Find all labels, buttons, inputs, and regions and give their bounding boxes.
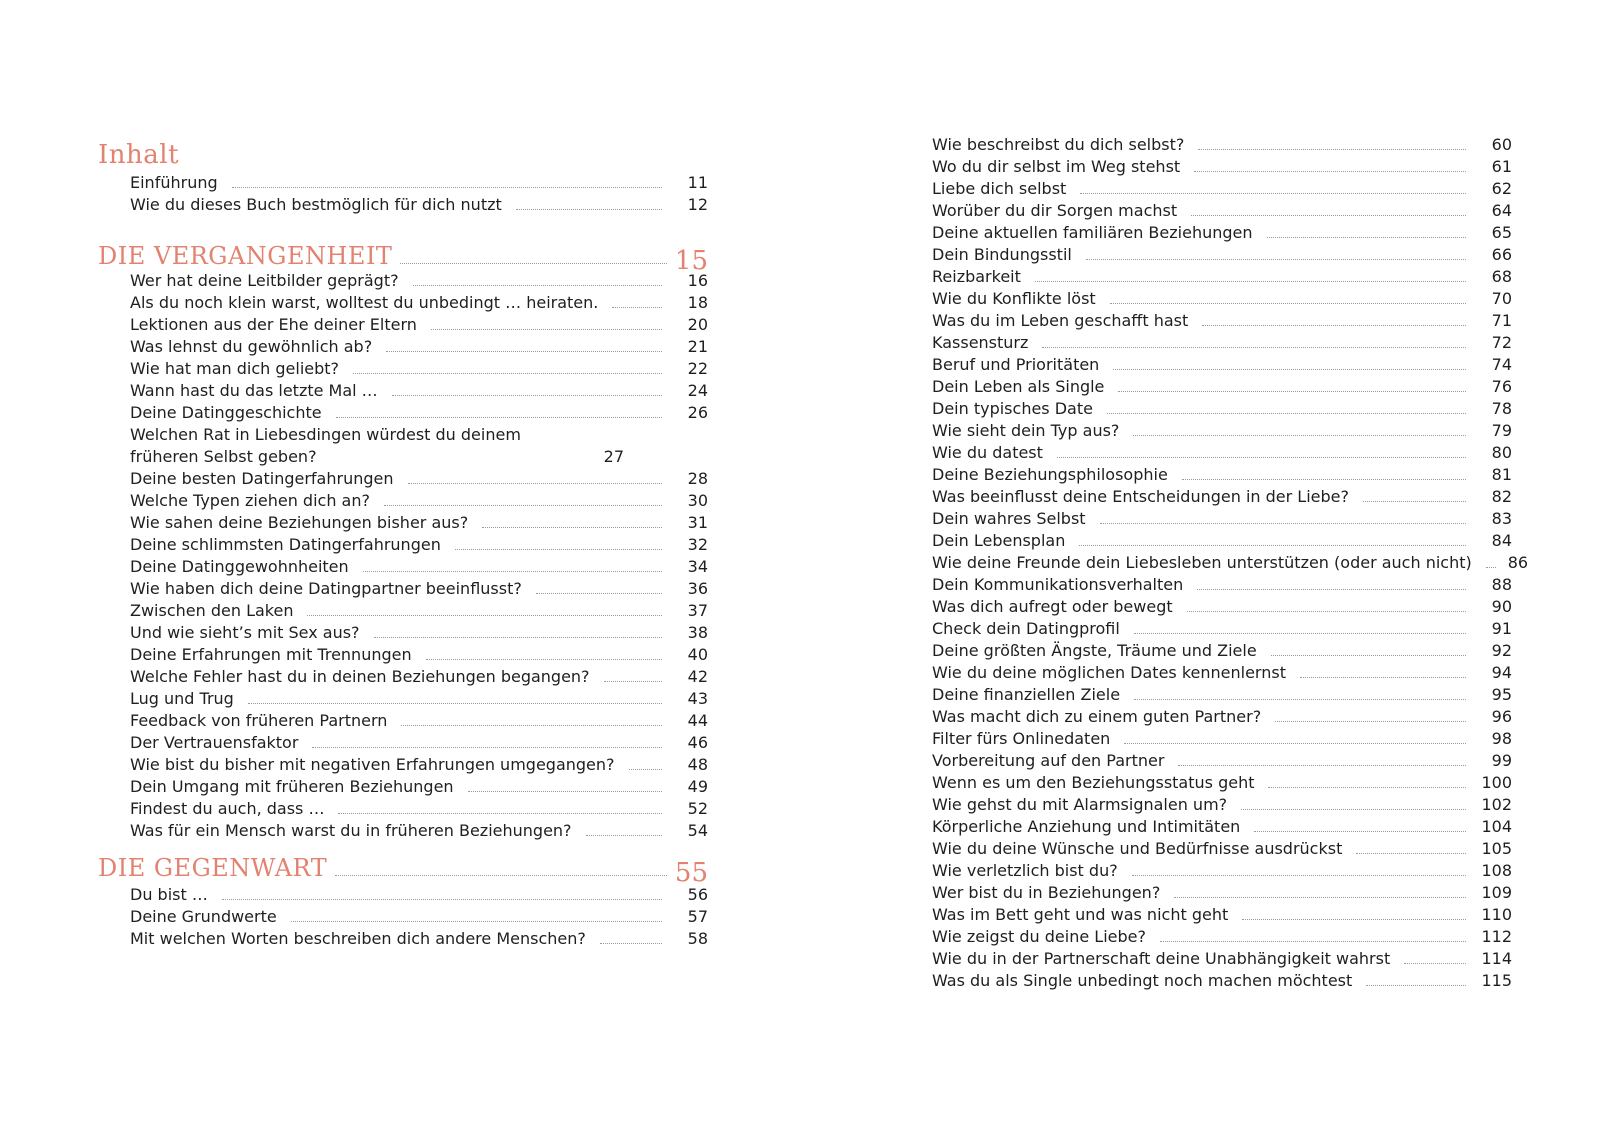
entry-title: Dein Kommunikationsverhalten xyxy=(932,575,1184,594)
toc-entry[interactable] xyxy=(932,838,1512,860)
toc-entry[interactable] xyxy=(130,578,708,600)
entry-title: Wer hat deine Leitbilder geprägt? xyxy=(130,271,399,290)
entry-page-number: 110 xyxy=(1481,905,1512,924)
entry-title: Als du noch klein warst, wolltest du unbedingt … heiraten. xyxy=(130,293,599,312)
toc-entry[interactable] xyxy=(130,534,708,556)
entry-page-number: 70 xyxy=(1491,289,1512,308)
dot-leader xyxy=(1100,522,1466,524)
entry-page-number: 109 xyxy=(1481,883,1512,902)
dot-leader xyxy=(1271,654,1466,656)
toc-entry[interactable] xyxy=(932,970,1512,992)
entry-title: Wie verletzlich bist du? xyxy=(932,861,1118,880)
dot-leader xyxy=(604,680,662,682)
toc-entry[interactable] xyxy=(130,884,708,906)
entry-page-number: 105 xyxy=(1481,839,1512,858)
entry-title: Deine Grundwerte xyxy=(130,907,277,926)
entry-title: Was lehnst du gewöhnlich ab? xyxy=(130,337,373,356)
entry-title: Vorbereitung auf den Partner xyxy=(932,751,1165,770)
dot-leader xyxy=(386,350,662,352)
entry-page-number: 34 xyxy=(687,557,708,576)
entry-page-number: 72 xyxy=(1491,333,1512,352)
entry-title: Was dich aufregt oder bewegt xyxy=(932,597,1173,616)
dot-leader xyxy=(1042,346,1466,348)
toc-entry[interactable] xyxy=(932,662,1512,684)
entry-page-number: 32 xyxy=(687,535,708,554)
entry-title: Wer bist du in Beziehungen? xyxy=(932,883,1161,902)
dot-leader xyxy=(1113,368,1466,370)
dot-leader xyxy=(1241,808,1466,810)
toc-entry[interactable] xyxy=(932,464,1512,486)
toc-title: Inhalt xyxy=(98,140,180,170)
dot-leader xyxy=(408,482,663,484)
toc-entry[interactable] xyxy=(130,424,708,468)
toc-entry[interactable] xyxy=(932,882,1512,904)
entry-page-number: 40 xyxy=(687,645,708,664)
toc-entry[interactable] xyxy=(130,172,708,194)
entry-page-number: 79 xyxy=(1491,421,1512,440)
entry-title: Wie haben dich deine Datingpartner beeinflusst? xyxy=(130,579,522,598)
entry-title: Deine besten Datingerfahrungen xyxy=(130,469,394,488)
entry-page-number: 52 xyxy=(687,799,708,818)
dot-leader xyxy=(1057,456,1466,458)
entry-page-number: 82 xyxy=(1491,487,1512,506)
dot-leader xyxy=(1197,588,1466,590)
entry-page-number: 76 xyxy=(1491,377,1512,396)
entry-title: Mit welchen Worten beschreiben dich andere Menschen? xyxy=(130,929,586,948)
dot-leader xyxy=(291,920,662,922)
toc-entry[interactable] xyxy=(932,904,1512,926)
toc-entry[interactable] xyxy=(130,194,708,216)
entry-page-number: 96 xyxy=(1491,707,1512,726)
dot-leader xyxy=(307,614,662,616)
dot-leader xyxy=(1178,764,1466,766)
toc-entry[interactable] xyxy=(130,292,708,314)
entry-title: Wie bist du bisher mit negativen Erfahrungen umgegangen? xyxy=(130,755,615,774)
dot-leader xyxy=(431,328,662,330)
entry-page-number: 54 xyxy=(687,821,708,840)
toc-entry[interactable] xyxy=(130,688,708,710)
dot-leader xyxy=(1242,918,1466,920)
toc-entry[interactable] xyxy=(932,398,1512,420)
dot-leader xyxy=(1174,896,1466,898)
entry-page-number: 114 xyxy=(1481,949,1512,968)
entry-page-number: 62 xyxy=(1491,179,1512,198)
dot-leader xyxy=(468,790,662,792)
dot-leader xyxy=(1079,544,1466,546)
entry-title: Was du als Single unbedingt noch machen möchtest xyxy=(932,971,1353,990)
dot-leader xyxy=(1268,786,1466,788)
dot-leader xyxy=(1486,566,1496,568)
toc-entry[interactable] xyxy=(932,706,1512,728)
entry-page-number: 102 xyxy=(1481,795,1512,814)
entry-title: Wie du datest xyxy=(932,443,1043,462)
toc-entry[interactable] xyxy=(932,750,1512,772)
toc-entry[interactable] xyxy=(932,508,1512,530)
toc-entry[interactable] xyxy=(932,222,1512,244)
toc-entry[interactable] xyxy=(932,486,1512,508)
toc-entry[interactable] xyxy=(130,666,708,688)
gegenwart-list xyxy=(130,884,708,950)
toc-entry[interactable] xyxy=(130,380,708,402)
entry-title: Dein Lebensplan xyxy=(932,531,1066,550)
entry-title: Wie du Konflikte löst xyxy=(932,289,1096,308)
toc-entry[interactable] xyxy=(130,644,708,666)
entry-page-number: 56 xyxy=(687,885,708,904)
entry-page-number: 26 xyxy=(687,403,708,422)
entry-title: Wie du in der Partnerschaft deine Unabhängigkeit wahrst xyxy=(932,949,1391,968)
entry-page-number: 38 xyxy=(687,623,708,642)
dot-leader xyxy=(1182,478,1466,480)
dot-leader xyxy=(1124,742,1466,744)
entry-title: Was du im Leben geschafft hast xyxy=(932,311,1189,330)
entry-title: Was macht dich zu einem guten Partner? xyxy=(932,707,1262,726)
entry-title: Wie beschreibst du dich selbst? xyxy=(932,135,1185,154)
toc-entry[interactable] xyxy=(932,354,1512,376)
dot-leader xyxy=(1198,148,1466,150)
dot-leader xyxy=(1160,940,1466,942)
dot-leader xyxy=(400,262,666,264)
entry-title: Dein Bindungsstil xyxy=(932,245,1072,264)
dot-leader xyxy=(1110,302,1466,304)
entry-title: Dein typisches Date xyxy=(932,399,1093,418)
entry-page-number: 78 xyxy=(1491,399,1512,418)
dot-leader xyxy=(1202,324,1466,326)
dot-leader xyxy=(629,768,662,770)
dot-leader xyxy=(1118,390,1466,392)
toc-entry[interactable] xyxy=(932,926,1512,948)
entry-page-number: 65 xyxy=(1491,223,1512,242)
dot-leader xyxy=(363,570,662,572)
toc-entry[interactable] xyxy=(932,816,1512,838)
entry-page-number: 20 xyxy=(687,315,708,334)
toc-entry[interactable] xyxy=(932,728,1512,750)
toc-entry[interactable] xyxy=(130,402,708,424)
dot-leader xyxy=(1132,874,1466,876)
toc-entry[interactable] xyxy=(130,512,708,534)
entry-title: Wo du dir selbst im Weg stehst xyxy=(932,157,1181,176)
toc-entry[interactable] xyxy=(932,156,1512,178)
toc-entry[interactable] xyxy=(932,596,1512,618)
entry-title: Wie sieht dein Typ aus? xyxy=(932,421,1120,440)
dot-leader xyxy=(413,284,662,286)
toc-entry[interactable] xyxy=(932,420,1512,442)
entry-page-number: 108 xyxy=(1481,861,1512,880)
entry-title: Wie du deine möglichen Dates kennenlernst xyxy=(932,663,1286,682)
entry-page-number: 18 xyxy=(687,293,708,312)
section-page: 15 xyxy=(674,246,708,276)
toc-entry[interactable] xyxy=(130,270,708,292)
entry-title: Lektionen aus der Ehe deiner Eltern xyxy=(130,315,417,334)
entry-title: Was beeinflusst deine Entscheidungen in der Liebe? xyxy=(932,487,1349,506)
entry-page-number: 22 xyxy=(687,359,708,378)
entry-page-number: 60 xyxy=(1491,135,1512,154)
toc-entry[interactable] xyxy=(130,358,708,380)
toc-entry[interactable] xyxy=(130,820,708,842)
toc-entry[interactable] xyxy=(130,776,708,798)
toc-entry[interactable] xyxy=(130,622,708,644)
dot-leader xyxy=(384,504,662,506)
entry-title: Deine aktuellen familiären Beziehungen xyxy=(932,223,1253,242)
entry-page-number: 36 xyxy=(687,579,708,598)
section-gegenwart[interactable] xyxy=(98,850,708,888)
dot-leader xyxy=(1133,434,1466,436)
toc-entry[interactable] xyxy=(932,772,1512,794)
toc-entry[interactable] xyxy=(932,552,1529,574)
entry-title: Findest du auch, dass … xyxy=(130,799,325,818)
dot-leader xyxy=(232,186,662,188)
dot-leader xyxy=(312,746,662,748)
toc-entry[interactable] xyxy=(932,332,1512,354)
entry-title: Wie du deine Wünsche und Bedürfnisse ausdrückst xyxy=(932,839,1343,858)
toc-entry[interactable] xyxy=(130,754,708,776)
entry-page-number: 99 xyxy=(1491,751,1512,770)
toc-entry[interactable] xyxy=(130,906,708,928)
toc-entry[interactable] xyxy=(932,310,1512,332)
entry-title: Dein Umgang mit früheren Beziehungen xyxy=(130,777,454,796)
toc-entry[interactable] xyxy=(932,794,1512,816)
dot-leader xyxy=(392,394,662,396)
toc-entry[interactable] xyxy=(932,376,1512,398)
entry-page-number: 24 xyxy=(687,381,708,400)
dot-leader xyxy=(336,416,662,418)
dot-leader xyxy=(516,208,662,210)
entry-page-number: 83 xyxy=(1491,509,1512,528)
entry-page-number: 31 xyxy=(687,513,708,532)
entry-title: Wie hat man dich geliebt? xyxy=(130,359,340,378)
dot-leader xyxy=(222,898,662,900)
entry-title: Und wie sieht’s mit Sex aus? xyxy=(130,623,360,642)
dot-leader xyxy=(248,702,662,704)
entry-page-number: 74 xyxy=(1491,355,1512,374)
toc-entry[interactable] xyxy=(932,684,1512,706)
entry-title: Was für ein Mensch warst du in früheren Beziehungen? xyxy=(130,821,572,840)
entry-page-number: 48 xyxy=(687,755,708,774)
toc-entry[interactable] xyxy=(932,200,1512,222)
entry-page-number: 30 xyxy=(687,491,708,510)
toc-entry[interactable] xyxy=(932,574,1512,596)
entry-title: Deine Beziehungsphilosophie xyxy=(932,465,1168,484)
entry-page-number: 44 xyxy=(687,711,708,730)
entry-title: Dein wahres Selbst xyxy=(932,509,1086,528)
dot-leader xyxy=(1035,280,1466,282)
vergangenheit-list xyxy=(130,270,708,842)
dot-leader xyxy=(1080,192,1466,194)
section-vergangenheit[interactable] xyxy=(98,238,708,276)
toc-entry[interactable] xyxy=(932,266,1512,288)
dot-leader xyxy=(338,812,662,814)
entry-page-number: 43 xyxy=(687,689,708,708)
toc-entry[interactable] xyxy=(130,798,708,820)
toc-entry[interactable] xyxy=(932,442,1512,464)
dot-leader xyxy=(1356,852,1466,854)
entry-page-number: 84 xyxy=(1491,531,1512,550)
entry-page-number: 61 xyxy=(1491,157,1512,176)
entry-title: Deine finanziellen Ziele xyxy=(932,685,1121,704)
entry-page-number: 64 xyxy=(1491,201,1512,220)
entry-page-number: 58 xyxy=(687,929,708,948)
toc-entry[interactable] xyxy=(130,732,708,754)
dot-leader xyxy=(1363,500,1466,502)
entry-page-number: 86 xyxy=(1507,553,1529,572)
entry-title: Deine Erfahrungen mit Trennungen xyxy=(130,645,412,664)
entry-title: Liebe dich selbst xyxy=(932,179,1067,198)
entry-title: Welchen Rat in Liebesdingen würdest du deinem früheren Selbst geben? xyxy=(130,425,521,466)
dot-leader xyxy=(1366,984,1466,986)
entry-page-number: 98 xyxy=(1491,729,1512,748)
entry-title: Der Vertrauensfaktor xyxy=(130,733,299,752)
entry-title: Einführung xyxy=(130,173,218,192)
entry-page-number: 104 xyxy=(1481,817,1512,836)
entry-page-number: 27 xyxy=(603,447,624,466)
entry-page-number: 12 xyxy=(687,195,708,214)
toc-entry[interactable] xyxy=(932,244,1512,266)
entry-page-number: 49 xyxy=(687,777,708,796)
dot-leader xyxy=(536,592,662,594)
toc-entry[interactable] xyxy=(130,336,708,358)
dot-leader xyxy=(455,548,662,550)
toc-entry[interactable] xyxy=(130,314,708,336)
entry-title: Deine Datinggewohnheiten xyxy=(130,557,349,576)
entry-title: Zwischen den Laken xyxy=(130,601,294,620)
section-title: DIE VERGANGENHEIT xyxy=(98,242,393,270)
entry-title: Was im Bett geht und was nicht geht xyxy=(932,905,1229,924)
entry-page-number: 42 xyxy=(687,667,708,686)
toc-entry[interactable] xyxy=(130,928,708,950)
entry-title: Check dein Datingprofil xyxy=(932,619,1120,638)
dot-leader xyxy=(401,724,662,726)
dot-leader xyxy=(335,874,667,876)
entry-page-number: 95 xyxy=(1491,685,1512,704)
dot-leader xyxy=(1134,698,1466,700)
toc-entry[interactable] xyxy=(932,640,1512,662)
dot-leader xyxy=(1404,962,1466,964)
entry-page-number: 94 xyxy=(1491,663,1512,682)
entry-title: Beruf und Prioritäten xyxy=(932,355,1100,374)
entry-page-number: 71 xyxy=(1491,311,1512,330)
entry-title: Wie sahen deine Beziehungen bisher aus? xyxy=(130,513,469,532)
entry-title: Worüber du dir Sorgen machst xyxy=(932,201,1178,220)
entry-title: Du bist … xyxy=(130,885,208,904)
toc-entry[interactable] xyxy=(932,948,1512,970)
entry-title: Körperliche Anziehung und Intimitäten xyxy=(932,817,1241,836)
entry-page-number: 68 xyxy=(1491,267,1512,286)
entry-page-number: 28 xyxy=(687,469,708,488)
toc-entry[interactable] xyxy=(130,468,708,490)
dot-leader xyxy=(1194,170,1466,172)
dot-leader xyxy=(353,372,662,374)
entry-page-number: 21 xyxy=(687,337,708,356)
entry-title: Deine Datinggeschichte xyxy=(130,403,322,422)
entry-page-number: 88 xyxy=(1491,575,1512,594)
toc-entry[interactable] xyxy=(130,600,708,622)
dot-leader xyxy=(374,636,662,638)
dot-leader xyxy=(1134,632,1466,634)
section-title: DIE GEGENWART xyxy=(98,854,328,882)
entry-title: Wenn es um den Beziehungsstatus geht xyxy=(932,773,1255,792)
toc-entry[interactable] xyxy=(932,288,1512,310)
entry-page-number: 37 xyxy=(687,601,708,620)
toc-entry[interactable] xyxy=(932,860,1512,882)
entry-page-number: 112 xyxy=(1481,927,1512,946)
toc-entry[interactable] xyxy=(932,618,1512,640)
entry-page-number: 11 xyxy=(687,173,708,192)
dot-leader xyxy=(1187,610,1466,612)
entry-page-number: 57 xyxy=(687,907,708,926)
dot-leader xyxy=(426,658,662,660)
dot-leader xyxy=(1086,258,1466,260)
toc-entry[interactable] xyxy=(130,710,708,732)
dot-leader xyxy=(612,306,662,308)
toc-entry[interactable] xyxy=(932,178,1512,200)
entry-page-number: 100 xyxy=(1481,773,1512,792)
dot-leader xyxy=(1191,214,1466,216)
toc-entry[interactable] xyxy=(130,490,708,512)
entry-title: Kassensturz xyxy=(932,333,1029,352)
section-page: 55 xyxy=(674,858,708,888)
dot-leader xyxy=(586,834,662,836)
entry-title: Wie du dieses Buch bestmöglich für dich nutzt xyxy=(130,195,502,214)
entry-title: Filter fürs Onlinedaten xyxy=(932,729,1111,748)
entry-title: Feedback von früheren Partnern xyxy=(130,711,388,730)
entry-page-number: 80 xyxy=(1491,443,1512,462)
entry-page-number: 81 xyxy=(1491,465,1512,484)
toc-entry[interactable] xyxy=(130,556,708,578)
entry-page-number: 92 xyxy=(1491,641,1512,660)
dot-leader xyxy=(600,942,662,944)
dot-leader xyxy=(482,526,662,528)
dot-leader xyxy=(1107,412,1466,414)
entry-title: Deine schlimmsten Datingerfahrungen xyxy=(130,535,441,554)
entry-page-number: 16 xyxy=(687,271,708,290)
toc-entry[interactable] xyxy=(932,134,1512,156)
dot-leader xyxy=(1275,720,1466,722)
entry-title: Deine größten Ängste, Träume und Ziele xyxy=(932,641,1257,660)
entry-title: Lug und Trug xyxy=(130,689,234,708)
entry-title: Dein Leben als Single xyxy=(932,377,1105,396)
entry-title: Reizbarkeit xyxy=(932,267,1021,286)
entry-page-number: 91 xyxy=(1491,619,1512,638)
entry-title: Welche Fehler hast du in deinen Beziehungen begangen? xyxy=(130,667,590,686)
entry-page-number: 46 xyxy=(687,733,708,752)
right-column-list xyxy=(932,134,1529,992)
entry-title: Wie deine Freunde dein Liebesleben unterstützen (oder auch nicht) xyxy=(932,553,1472,572)
entry-page-number: 115 xyxy=(1481,971,1512,990)
entry-title: Welche Typen ziehen dich an? xyxy=(130,491,370,510)
toc-entry[interactable] xyxy=(932,530,1512,552)
entry-title: Wie zeigst du deine Liebe? xyxy=(932,927,1146,946)
entry-title: Wie gehst du mit Alarmsignalen um? xyxy=(932,795,1228,814)
dot-leader xyxy=(1267,236,1467,238)
entry-page-number: 90 xyxy=(1491,597,1512,616)
intro-list xyxy=(130,172,708,216)
dot-leader xyxy=(1300,676,1466,678)
entry-page-number: 66 xyxy=(1491,245,1512,264)
entry-title: Wann hast du das letzte Mal … xyxy=(130,381,378,400)
dot-leader xyxy=(1254,830,1466,832)
